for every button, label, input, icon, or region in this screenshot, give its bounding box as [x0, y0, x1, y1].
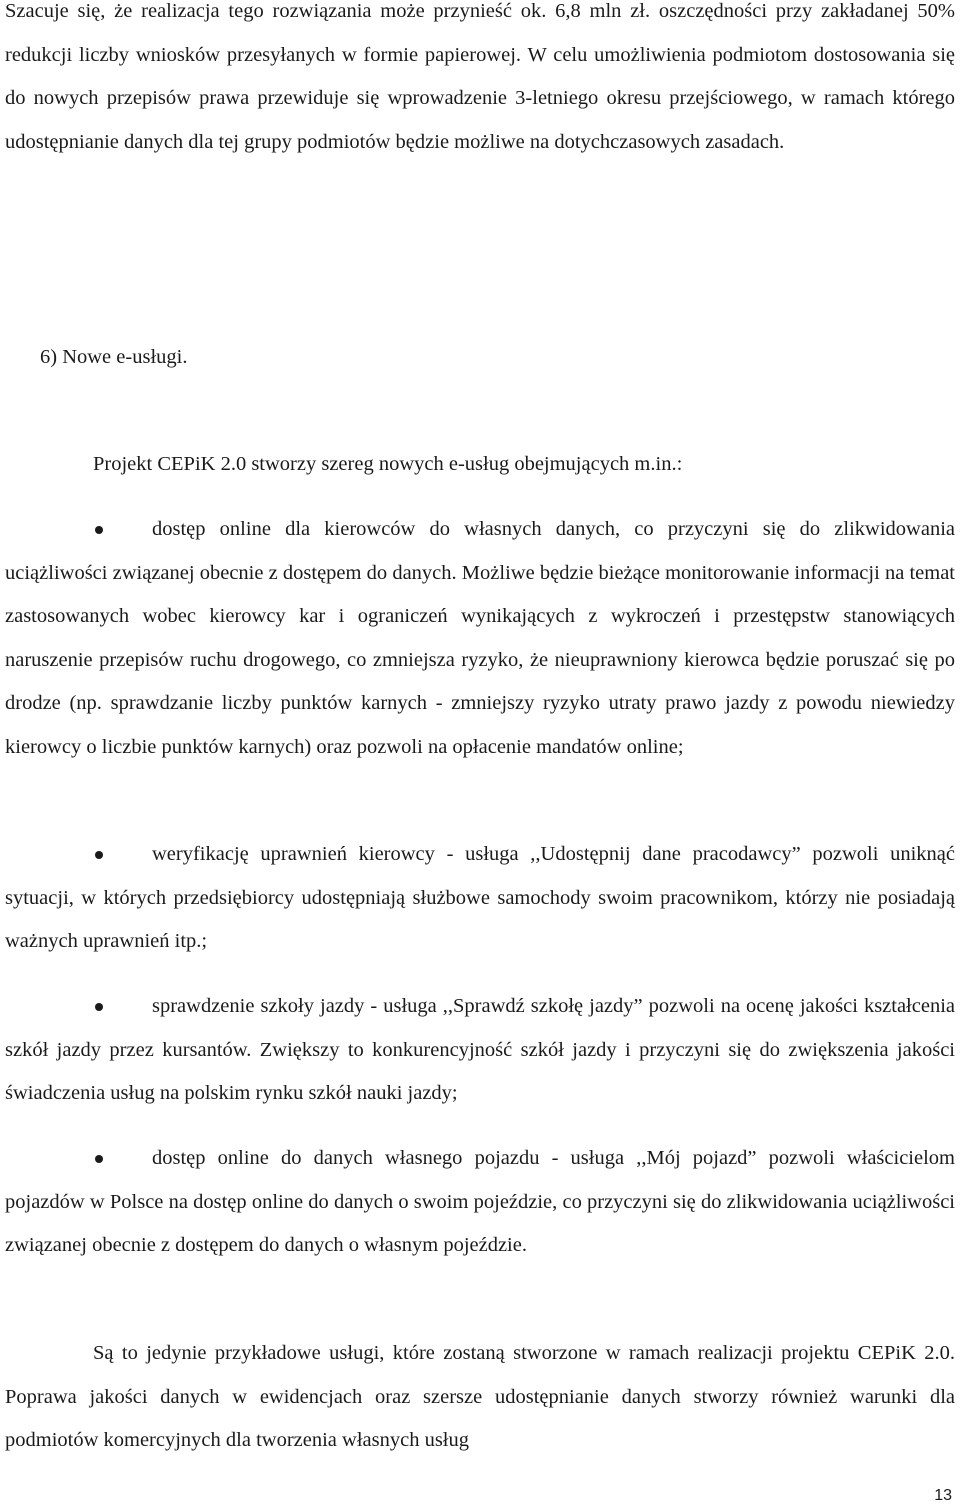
page-number: 13	[934, 1487, 952, 1504]
section-intro: Projekt CEPiK 2.0 stworzy szereg nowych e-usług obejmujących m.in.:	[93, 453, 683, 475]
section-heading: 6) Nowe e-usługi.	[40, 346, 188, 368]
bullet-item-driving-school: sprawdzenie szkoły jazdy - usługa ,,Sprawdź szkołę jazdy” pozwoli na ocenę jakości kształcenia szkół jazdy przez kursantów. Zwiększy to konkurencyjność szkół jazdy i przyczyni się do zwiększenia jakości świadczenia usług na polskim rynku szkół nauki jazdy;	[5, 995, 955, 1105]
bullet-item-online-access: dostęp online dla kierowców do własnych danych, co przyczyni się do zlikwidowania uciążliwości związanej obecnie z dostępem do danych. Możliwe będzie bieżące monitorowanie informacji na temat zastosowanych wobec kierowcy kar i ograniczeń wynikających z wykroczeń i przestępstw stanowiących naruszenie przepisów ruchu drogowego, co zmniejsza ryzyko, że nieuprawniony kierowca będzie poruszać się po drodze (np. sprawdzanie liczby punktów karnych - zmniejszy ryzyko utraty prawo jazdy z powodu niewiedzy kierowcy o liczbie punktów karnych) oraz pozwoli na opłacenie mandatów online;	[5, 518, 955, 758]
bullet-item-my-vehicle: dostęp online do danych własnego pojazdu - usługa ,,Mój pojazd” pozwoli właścicielom pojazdów w Polsce na dostęp online do danych o swoim pojeździe, co przyczyni się do zlikwidowania uciążliwości związanej obecnie z dostępem do danych o własnym pojeździe.	[5, 1147, 955, 1257]
closing-paragraph: Są to jedynie przykładowe usługi, które zostaną stworzone w ramach realizacji projektu CEPiK 2.0. Poprawa jakości danych w ewidencjach oraz szersze udostępnianie danych stworzy również warunki dla podmiotów komercyjnych dla tworzenia własnych usług	[5, 1342, 955, 1452]
bullet-item-verification: weryfikację uprawnień kierowcy - usługa ,,Udostępnij dane pracodawcy” pozwoli uniknąć sytuacji, w których przedsiębiorcy udostępniają służbowe samochody swoim pracownikom, którzy nie posiadają ważnych uprawnień itp.;	[5, 843, 955, 953]
intro-paragraph: Szacuje się, że realizacja tego rozwiązania może przynieść ok. 6,8 mln zł. oszczędności przy zakładanej 50% redukcji liczby wniosków przesyłanych w formie papierowej. W celu umożliwienia podmiotom dostosowania się do nowych przepisów prawa przewiduje się wprowadzenie 3-letniego okresu przejściowego, w ramach którego udostępnianie danych dla tej grupy podmiotów będzie możliwe na dotychczasowych zasadach.	[5, 0, 955, 153]
